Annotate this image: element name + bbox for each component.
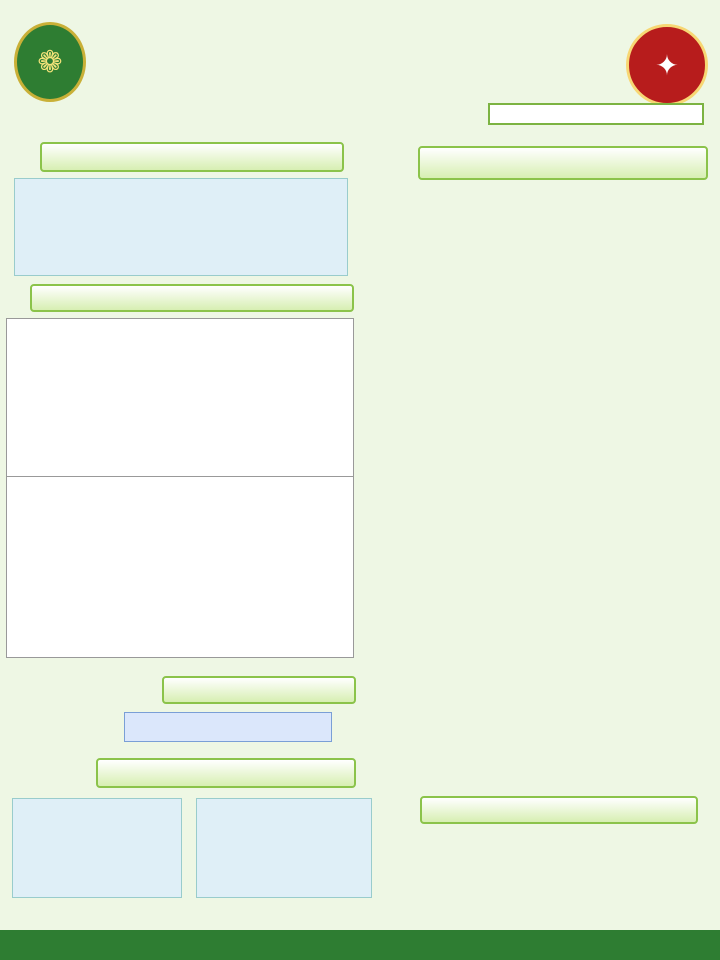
- weather-forecast-images: [14, 178, 348, 276]
- pm25-panel: [12, 798, 182, 898]
- header: [0, 0, 720, 134]
- reservoir-table: [6, 318, 354, 494]
- ministry-seal-icon: ❁: [14, 22, 86, 102]
- disaster-warning-banner: [418, 146, 708, 180]
- issue-date-box: [488, 103, 704, 125]
- reservoir-banner: [30, 284, 354, 312]
- agency-emblem-icon: ✦: [626, 24, 708, 106]
- footer: [0, 930, 720, 960]
- plant-disease-banner: [420, 796, 698, 824]
- water-gate-table: [6, 476, 354, 658]
- weather-forecast-banner: [40, 142, 344, 172]
- animal-disease-status: [124, 712, 332, 742]
- daily-hazard-banner: [96, 758, 356, 788]
- animal-disease-banner: [162, 676, 356, 704]
- hazard-map-panel: [196, 798, 372, 898]
